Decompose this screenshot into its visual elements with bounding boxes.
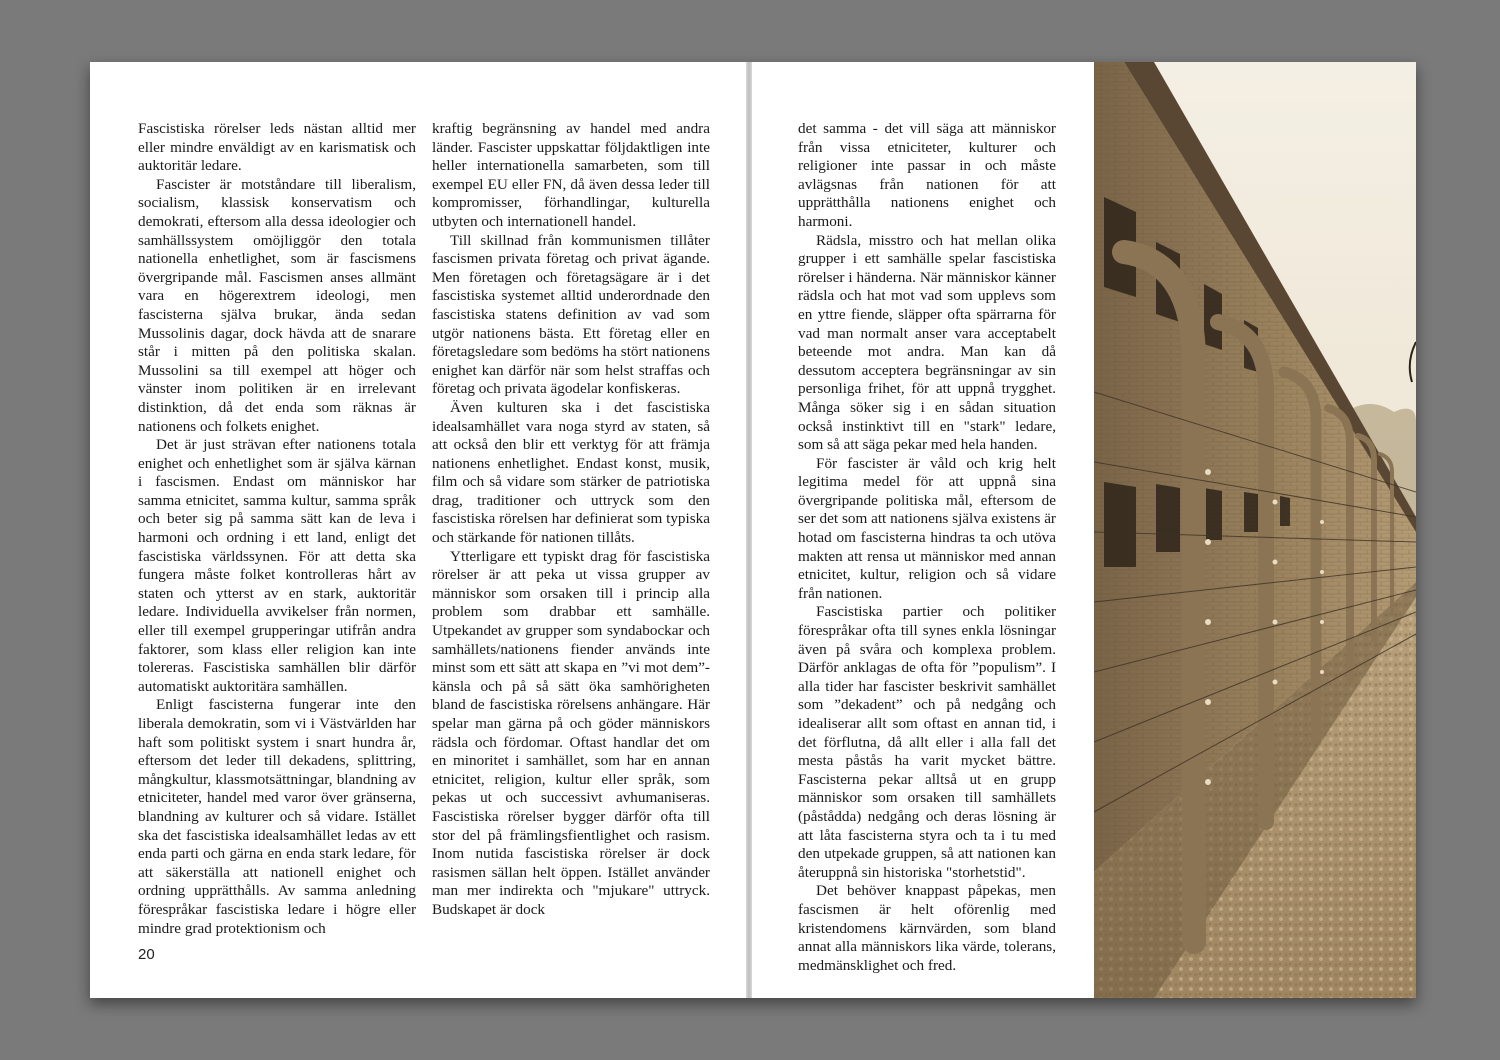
paragraph: Fascistiska rörelser leds nästan alltid mer eller mindre enväldigt av en karismatisk och auktoritär ledare. (138, 120, 416, 175)
paragraph: det samma - det vill säga att människor från vissa etniciteter, kulturer och religioner inte passar in och måste avlägsnas från nationen för att upprätthålla nationens enighet och harmoni. (798, 120, 1056, 230)
paragraph: Det är just strävan efter nationens totala enighet och enhetlighet som är själva kärnan i fascismen. Endast om människor har samma etnicitet, samma kultur, samma språk och beter sig på samma sätt kan de leva i harmoni och ordning i ett land, enligt det fascistiska världssynen. För att detta ska fungera måste folket kontrolleras hårt av staten och ytterst av en stark, auktoritär ledare. Individuella avvikelser från normen, eller till exempel grupperingar utifrån andra faktorer, som klass eller religion kan inte tolereras. Fascistiska samhällen blir därför automatiskt auktoritära samhällen. (138, 436, 416, 695)
book-gutter (746, 62, 752, 998)
camp-fence-photo (1094, 62, 1416, 998)
left-page-column-2 (432, 120, 710, 920)
right-page (750, 62, 1416, 998)
paragraph: Rädsla, misstro och hat mellan olika grupper i ett samhälle spelar fascistiska rörelser i händerna. När människor känner rädsla och hat mot vad som upplevs som en yttre fiende, släpper ofta spärrarna för vad man normalt anser vara acceptabelt beteende mot andra. Man kan då dessutom acceptera begränsningar av sin personliga frihet, för att uppnå trygghet. Många söker sig i en sådan situation också instinktivt till en "stark" ledare, som så att säga pekar med hela handen. (798, 231, 1056, 454)
page-number: 20 (138, 946, 155, 963)
paragraph: Enligt fascisterna fungerar inte den liberala demokratin, som vi i Västvärlden har haft som politiskt system i snart hundra år, eftersom det leder till dekadens, splittring, mångkultur, klassmotsättningar, blandning av etniciteter, handel med varor över gränserna, blandning av kulturer och så vidare. Istället ska det fascistiska idealsamhället ledas av ett enda parti och gärna en enda stark ledare, för att säkerställa att nationell enighet och ordning upprätthålls. Av samma anledning förespråkar fascistiska ledare i högre eller mindre grad protektionism och (138, 696, 416, 937)
right-page-column (798, 120, 1056, 975)
photo-illustration (1094, 62, 1416, 998)
paragraph: Fascister är motståndare till liberalism, socialism, klassisk konservatism och demokrati, eftersom alla dessa ideologier och samhällssystem omöjliggör den totala nationella enhetlighet, som är fascismens övergripande mål. Fascismen anses allmänt vara en högerextrem ideologi, men fascisterna själva brukar, ända sedan Mussolinis dagar, dock hävda att de snarare står i mitten på den politiska skalan. Mussolini sa till exempel att höger och vänster inom politiken är en irrelevant distinktion, då det enda som räknas är nationens och folkets enighet. (138, 175, 416, 435)
paragraph: Ytterligare ett typiskt drag för fascistiska rörelser är att peka ut vissa grupper av människor som orsaken till i princip alla problem som drabbar ett samhälle. Utpekandet av grupper som syndabockar och samhällets/nationens fiender används inte minst som ett sätt att skapa en ”vi mot dem”-känsla och på så sätt öka samhörigheten bland de fascistiska rörelsens anhängare. Här spelar man gärna på och göder människors rädsla och fördomar. Oftast handlar det om en minoritet i samhället, som har en annan etnicitet, religion, kultur eller språk, som pekas ut och successivt avhumaniseras. Fascistiska rörelser bygger därför ofta till stor del på främlingsfientlighet och rasism. Inom nutida fascistiska rörelser är dock rasismen sällan helt öppen. Istället använder man mer indirekta och "mjukare" uttryck. Budskapet är dock (432, 547, 710, 918)
paragraph: kraftig begränsning av handel med andra länder. Fascister uppskattar följdaktligen inte heller internationella samarbeten, som till exempel EU eller FN, då även dessa leder till kompromisser, förhandlingar, kulturella utbyten och internationell handel. (432, 120, 710, 230)
left-page (90, 62, 748, 998)
left-page-column-1 (138, 120, 416, 938)
paragraph: Till skillnad från kommunismen tillåter fascismen privata företag och privat ägande. Men företagen och företagsägare är i det fascistiska systemet alltid underordnade den fascistiska statens definition av vad som utgör nationens bästa. Ett företag eller en företagsledare som bedöms ha stört nationens enighet kan därför när som helst straffas och företag och privata ägodelar konfiskeras. (432, 231, 710, 398)
book-spread (90, 62, 1416, 998)
paragraph: Fascistiska partier och politiker förespråkar ofta till synes enkla lösningar även på svåra och komplexa problem. Därför anklagas de ofta för ”populism”. I alla tider har fascister beskrivit samhället som ”dekadent” och på nedgång och idealiserar allt som oftast en annan tid, i det förflutna, då allt eller i alla fall det mesta påstås ha varit mycket bättre. Fascisterna pekar alltså ut en grupp människor som orsaken till samhällets (påstådda) nedgång och deras lösning är att låta fascisterna styra och ta i tu med den utpekade gruppen, så att nationen kan återuppnå sin historiska "storhetstid". (798, 603, 1056, 881)
paragraph: Även kulturen ska i det fascistiska idealsamhället vara noga styrd av staten, så att också den blir ett verktyg för att främja nationens enhetlighet. Endast konst, musik, film och så vidare som stärker de patriotiska drag, traditioner och uttryck som den fascistiska rörelsen har definierat som typiska och stärkande för nationen tillåts. (432, 398, 710, 547)
paragraph: För fascister är våld och krig helt legitima medel för att uppnå sina övergripande politiska mål, eftersom de ser det som att nationens själva existens är hotad om fascisterna hindras ta och utöva makten att rensa ut människor med annan etnicitet, kultur, religion och så vidare från nationen. (798, 454, 1056, 602)
paragraph: Det behöver knappast påpekas, men fascismen är helt oförenlig med kristendomens kärnvärden, som bland annat alla människors lika värde, tolerans, medmänsklighet och fred. (798, 882, 1056, 974)
